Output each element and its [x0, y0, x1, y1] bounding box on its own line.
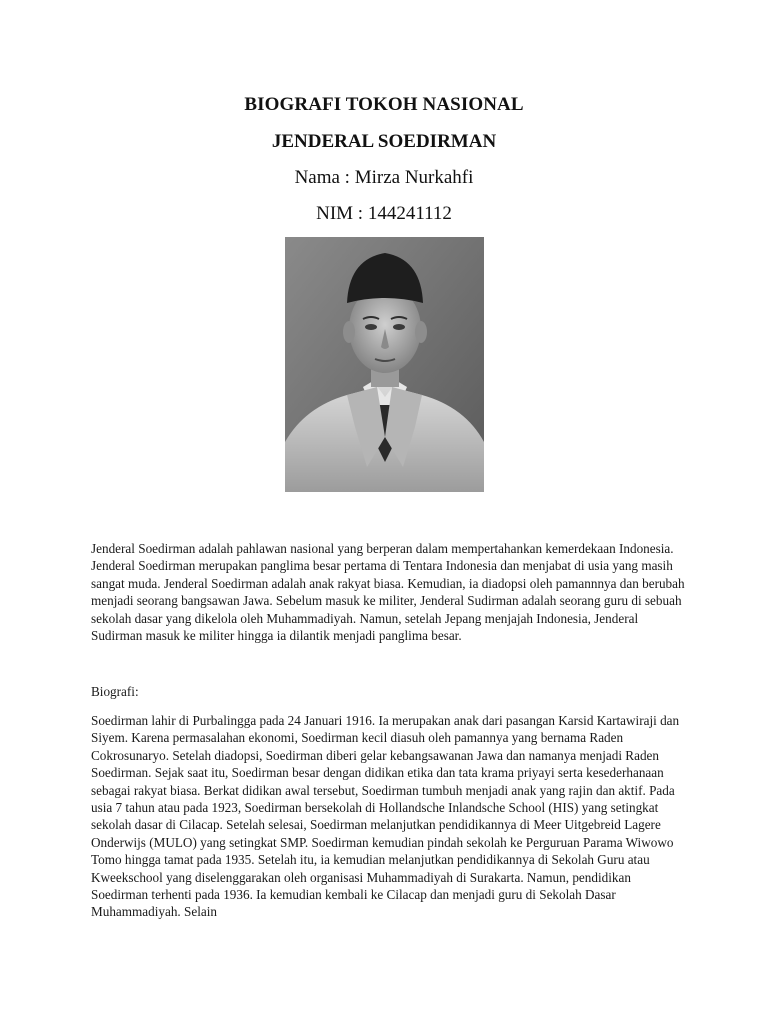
section-heading	[91, 683, 691, 700]
portrait-photo	[285, 237, 484, 492]
document-title: BIOGRAFI TOKOH NASIONAL	[244, 94, 524, 115]
author-name: Nama : Mirza Nurkahfi	[294, 167, 474, 188]
author-nim: NIM : 144241112	[316, 203, 452, 224]
intro-paragraph	[91, 540, 691, 644]
intro-text: Jenderal Soedirman adalah pahlawan nasional yang berperan dalam mempertahankan kemerdekaan Indonesia. Jenderal Soedirman merupakan panglima besar pertama di Tentara Indonesia dan menjabat di usia yang masih sangat muda. Jenderal Soedirman adalah anak rakyat biasa. Kemudian, ia diadopsi oleh pamannnya dan berubah menjadi seorang bangsawan Jawa. Sebelum masuk ke militer, Jenderal Sudirman adalah seorang guru di sebuah sekolah dasar yang dikelola oleh Muhammadiyah. Namun, setelah Jepang menjajah Indonesia, Jenderal Sudirman masuk ke militer hingga ia dilantik menjadi panglima besar.	[91, 541, 685, 644]
document-subtitle: JENDERAL SOEDIRMAN	[271, 131, 497, 152]
biography-text: Soedirman lahir di Purbalingga pada 24 Januari 1916. Ia merupakan anak dari pasangan Karsid Kartawiraji dan Siyem. Karena permasalahan ekonomi, Soedirman kecil diasuh oleh pamannya yang bernama Raden Cokrosunaryo. Setelah diadopsi, Soedirman diberi gelar kebangsawanan Jawa dan namanya menjadi Raden Soedirman. Sejak saat itu, Soedirman besar dengan didikan etika dan tata krama priyayi serta kesederhanaan sebagai rakyat biasa. Berkat didikan awal tersebut, Soedirman tumbuh menjadi anak yang rajin dan aktif. Pada usia 7 tahun atau pada 1923, Soedirman bersekolah di Hollandsche Inlandsche School (HIS) yang setingkat sekolah dasar di Cilacap. Setelah selesai, Soedirman melanjutkan pendidikannya di Meer Uitgebreid Lagere Onderwijs (MULO) yang setingkat SMP. Soedirman kemudian pindah sekolah ke Perguruan Parama Wiwowo Tomo hingga tamat pada 1935. Setelah itu, ia kemudian melanjutkan pendidikannya di Sekolah Guru atau Kweekschool yang diselenggarakan oleh organisasi Muhammadiyah di Surakarta. Namun, pendidikan Soedirman terhenti pada 1936. Ia kemudian kembali ke Cilacap dan menjadi guru di Sekolah Dasar Muhammadiyah. Selain	[91, 713, 680, 920]
biography-paragraph	[91, 712, 691, 921]
section-heading-text: Biografi:	[91, 684, 139, 699]
